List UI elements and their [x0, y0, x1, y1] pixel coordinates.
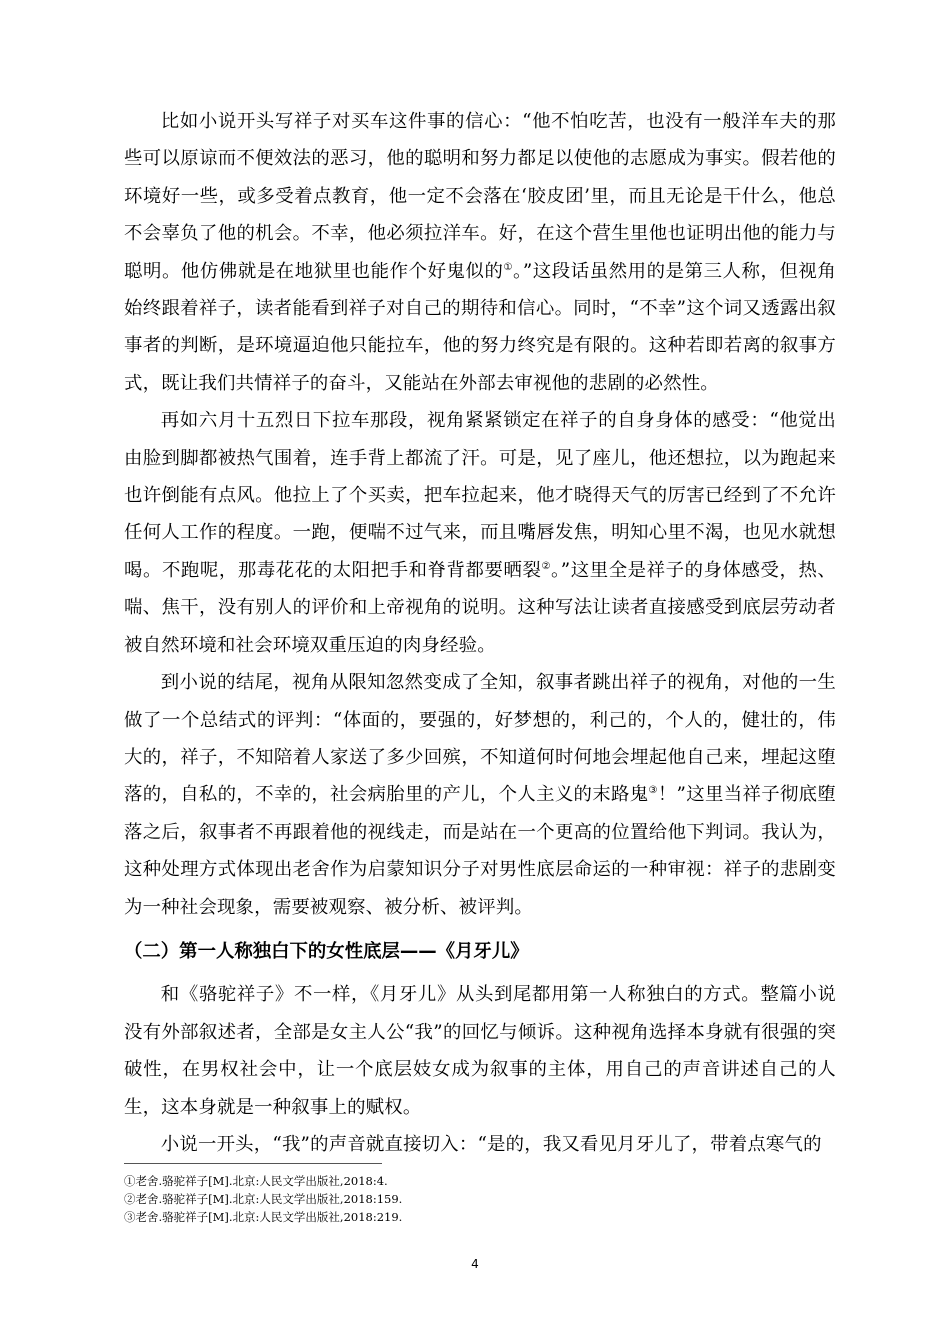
footnotes: [124, 1172, 836, 1226]
footnote-divider: [124, 1163, 382, 1164]
paragraph-2-text-a: 再如六月十五烈日下拉车那段，视角紧紧锁定在祥子的自身身体的感受：“他觉出由脸到脚都被热气围着，连手背上都流了汗。可是，见了座儿，他还想拉，以为跑起来也许倒能有点风。他拉上了个买卖，把车拉起来，他才晓得天气的厉害已经到了不允许任何人工作的程度。一跑，便喘不过气来，而且嘴唇发焦，明知心里不渴，也见水就想喝。不跑呢，那毒花花的太阳把手和脊背都要晒裂: [124, 410, 836, 581]
paragraph-3: [124, 664, 836, 926]
page-number: 4: [471, 1257, 479, 1271]
footnote-ref-2[interactable]: ②: [541, 560, 551, 572]
paragraph-1-text-a: 比如小说开头写祥子对买车这件事的信心：“他不怕吃苦，也没有一般洋车夫的那些可以原谅而不便效法的恶习，他的聪明和努力都足以使他的志愿成为事实。假若他的环境好一些，或多受着点教育，他一定不会落在‘胶皮团’里，而且无论是干什么，他总不会辜负了他的机会。不幸，他必须拉洋车。好，在这个营生里他也证明出他的能力与聪明。他仿佛就是在地狱里也能作个好鬼似的: [124, 111, 836, 282]
body-text: [124, 103, 836, 1163]
footnote-ref-3[interactable]: ③: [648, 785, 658, 797]
paragraph-2: [124, 402, 836, 664]
paragraph-3-text-b: ！”这里当祥子彻底堕落之后，叙事者不再跟着他的视线走，而是站在一个更高的位置给他下判词。我认为，这种处理方式体现出老舍作为启蒙知识分子对男性底层命运的一种审视：祥子的悲剧变为一种社会现象，需要被观察、被分析、被评判。: [124, 784, 836, 918]
footnote-2: ②老舍.骆驼祥子[M].北京:人民文学出版社,2018:159.: [124, 1192, 403, 1206]
footnote-ref-1[interactable]: ①: [503, 261, 514, 273]
paragraph-4: 和《骆驼祥子》不一样，《月牙儿》从头到尾都用第一人称独白的方式。整篇小说没有外部叙述者，全部是女主人公“我”的回忆与倾诉。这种视角选择本身就有很强的突破性，在男权社会中，让一个底层妓女成为叙事的主体，用自己的声音讲述自己的人生，这本身就是一种叙事上的赋权。: [124, 984, 836, 1118]
footnote-3: ③老舍.骆驼祥子[M].北京:人民文学出版社,2018:219.: [124, 1210, 403, 1224]
section-heading: （二）第一人称独白下的女性底层——《月牙儿》: [124, 940, 529, 962]
paragraph-1: [124, 103, 836, 402]
paragraph-5: 小说一开头，“我”的声音就直接切入：“是的，我又看见月牙儿了，带着点寒气的: [160, 1133, 822, 1155]
footnote-1: ①老舍.骆驼祥子[M].北京:人民文学出版社,2018:4.: [124, 1174, 388, 1188]
paragraph-2-text-b: 。”这里全是祥子的身体感受，热、喘、焦干，没有别人的评价和上帝视角的说明。这种写法让读者直接感受到底层劳动者被自然环境和社会环境双重压迫的肉身经验。: [124, 559, 837, 656]
paragraph-1-text-b: 。”这段话虽然用的是第三人称，但视角始终跟着祥子，读者能看到祥子对自己的期待和信心。同时，“不幸”这个词又透露出叙事者的判断，是环境逼迫他只能拉车，他的努力终究是有限的。这种若即若离的叙事方式，既让我们共情祥子的奋斗，又能站在外部去审视他的悲剧的必然性。: [124, 260, 836, 394]
paragraph-3-text-a: 到小说的结尾，视角从限知忽然变成了全知，叙事者跳出祥子的视角，对他的一生做了一个总结式的评判：“体面的，要强的，好梦想的，利己的，个人的，健壮的，伟大的，祥子，不知陪着人家送了多少回殡，不知道何时何地会埋起他自己来，埋起这堕落的，自私的，不幸的，社会病胎里的产儿，个人主义的末路鬼: [124, 672, 836, 806]
